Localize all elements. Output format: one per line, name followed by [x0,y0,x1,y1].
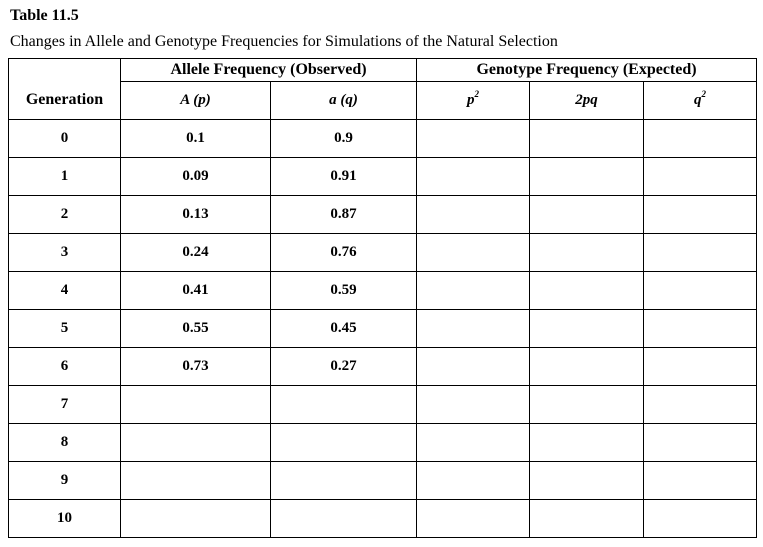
p-squared-cell [417,158,530,196]
table-row [9,462,757,500]
q-squared-cell [644,310,757,348]
allele-a-header: a (q) [271,82,417,120]
allele-A-cell [121,500,271,538]
allele-a-cell: 0.91 [271,158,417,196]
allele-a-cell [271,386,417,424]
generation-cell: 10 [9,500,121,538]
allele-A-cell: 0.73 [121,348,271,386]
generation-cell: 2 [9,196,121,234]
allele-a-cell: 0.76 [271,234,417,272]
table-row [9,348,757,386]
two-pq-cell [530,386,644,424]
p-squared-cell [417,310,530,348]
two-pq-cell [530,500,644,538]
two-pq-cell [530,272,644,310]
column-header-row [9,82,757,120]
p-squared-header: $p^2$ [417,82,530,120]
table-row [9,234,757,272]
two-pq-header: 2pq [530,82,644,120]
two-pq-cell [530,462,644,500]
allele-a-cell: 0.27 [271,348,417,386]
two-pq-cell [530,234,644,272]
q-squared-cell [644,196,757,234]
p-squared-cell [417,120,530,158]
generation-cell: 1 [9,158,121,196]
table-row [9,500,757,538]
two-pq-cell [530,424,644,462]
table-caption: Changes in Allele and Genotype Frequencies for Simulations of the Natural Selection [10,33,558,50]
table-row [9,310,757,348]
table-row [9,196,757,234]
p-squared-cell [417,386,530,424]
allele-A-cell [121,424,271,462]
q-squared-header: $q^2$ [644,82,757,120]
two-pq-cell [530,158,644,196]
allele-a-cell: 0.45 [271,310,417,348]
p-squared-cell [417,234,530,272]
generation-cell: 9 [9,462,121,500]
genotype-frequency-header: Genotype Frequency (Expected) [417,59,757,82]
generation-cell: 5 [9,310,121,348]
allele-A-cell: 0.1 [121,120,271,158]
q-squared-cell [644,386,757,424]
generation-cell: 3 [9,234,121,272]
p-squared-cell [417,462,530,500]
two-pq-cell [530,196,644,234]
p-squared-cell [417,196,530,234]
allele-a-cell: 0.9 [271,120,417,158]
allele-a-cell [271,424,417,462]
q-squared-cell [644,462,757,500]
q-squared-cell [644,158,757,196]
q-squared-cell [644,272,757,310]
generation-header-top [9,59,121,82]
table-row [9,272,757,310]
q-squared-cell [644,424,757,462]
allele-A-cell [121,386,271,424]
allele-a-cell [271,500,417,538]
two-pq-cell [530,310,644,348]
allele-A-cell: 0.13 [121,196,271,234]
generation-cell: 6 [9,348,121,386]
allele-A-cell: 0.09 [121,158,271,196]
allele-A-header: A (p) [121,82,271,120]
allele-A-cell: 0.41 [121,272,271,310]
table-row [9,386,757,424]
allele-A-cell: 0.55 [121,310,271,348]
two-pq-cell [530,348,644,386]
two-pq-cell [530,120,644,158]
generation-cell: 8 [9,424,121,462]
q-squared-cell [644,348,757,386]
table-label: Table 11.5 [10,7,79,24]
allele-A-cell [121,462,271,500]
allele-a-cell: 0.59 [271,272,417,310]
generation-cell: 4 [9,272,121,310]
table-row [9,158,757,196]
table-row [9,424,757,462]
allele-A-cell: 0.24 [121,234,271,272]
allele-a-cell [271,462,417,500]
generation-header: Generation [9,82,121,120]
q-squared-cell [644,500,757,538]
generation-cell: 0 [9,120,121,158]
allele-frequency-header: Allele Frequency (Observed) [121,59,417,82]
q-squared-cell [644,120,757,158]
p-squared-cell [417,424,530,462]
p-squared-cell [417,348,530,386]
p-squared-cell [417,272,530,310]
group-header-row [9,59,757,82]
frequency-table [8,58,757,538]
p-squared-cell [417,500,530,538]
table-row [9,120,757,158]
generation-cell: 7 [9,386,121,424]
allele-a-cell: 0.87 [271,196,417,234]
q-squared-cell [644,234,757,272]
